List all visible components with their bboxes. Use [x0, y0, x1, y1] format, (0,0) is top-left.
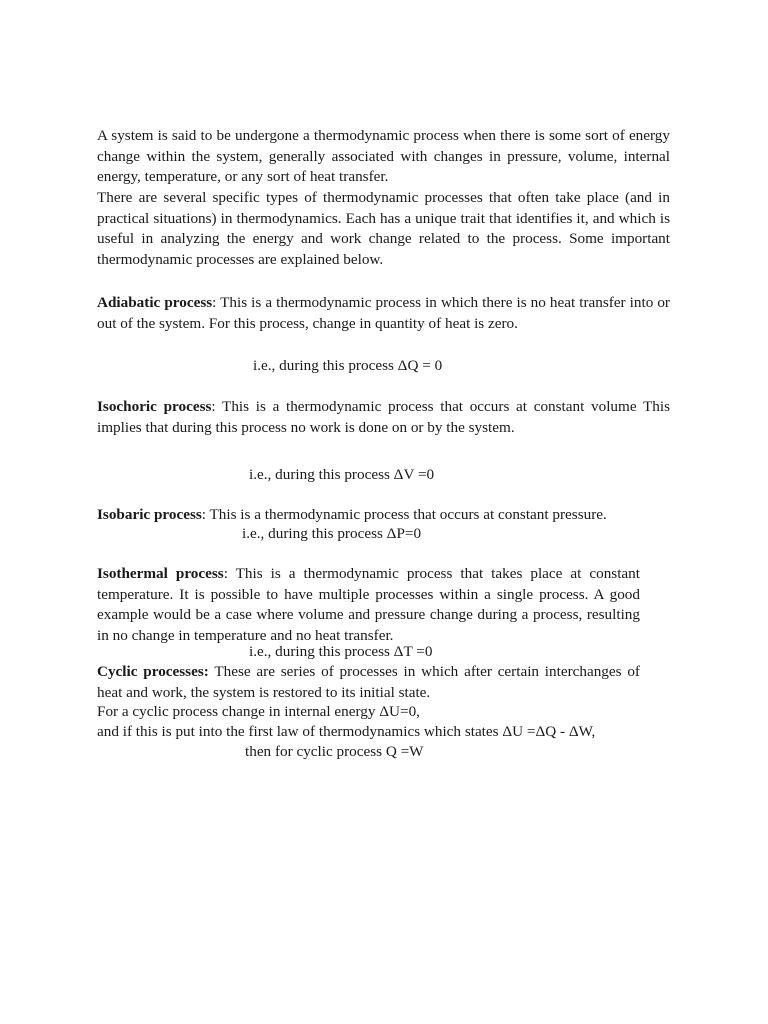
isobaric-term: Isobaric process [97, 506, 202, 523]
isothermal-text: : This is a thermodynamic process that takes place at constant temperature. It is possible to have multiple processes within a single process. A good example would be a case where volume and pressure change during a process, resulting in no change in temperature and no heat transfer. [97, 565, 640, 644]
cyclic-text: These are series of processes in which after certain interchanges of heat and work, the system is restored to its initial state. [97, 663, 640, 701]
isobaric-equation: i.e., during this process ΔP=0 [242, 525, 422, 542]
isobaric-text: : This is a thermodynamic process that occurs at constant pressure. [201, 506, 607, 523]
isobaric-paragraph [97, 505, 607, 526]
adiabatic-equation: i.e., during this process ΔQ = 0 [253, 357, 443, 374]
cyclic-term: Cyclic processes: [97, 663, 209, 680]
isothermal-paragraph [97, 564, 640, 646]
isochoric-text: : This is a thermodynamic process that occurs at constant volume This implies that during this process no work is done on or by the system. [97, 398, 670, 436]
intro-paragraph-2: There are several specific types of thermodynamic processes that often take place (and in practical situations) in thermodynamics. Each has a unique trait that identifies it, and which is useful in analyzing the energy and work change related to the process. Some important thermodynamic processes are explained below. [97, 189, 670, 268]
isothermal-equation: i.e., during this process ΔT =0 [249, 643, 433, 660]
isochoric-term: Isochoric process [97, 398, 212, 415]
intro-paragraph-1: A system is said to be undergone a thermodynamic process when there is some sort of energy change within the system, generally associated with changes in pressure, volume, internal energy, temperature, or any sort of heat transfer. [97, 127, 670, 185]
isochoric-paragraph [97, 397, 670, 438]
cyclic-equation: then for cyclic process Q =W [245, 743, 424, 760]
cyclic-paragraph [97, 662, 640, 703]
adiabatic-term: Adiabatic process [97, 294, 213, 311]
isothermal-term: Isothermal process [97, 565, 224, 582]
cyclic-line-1: For a cyclic process change in internal energy ΔU=0, [97, 703, 420, 720]
adiabatic-paragraph [97, 293, 670, 334]
adiabatic-text: : This is a thermodynamic process in which there is no heat transfer into or out of the system. For this process, change in quantity of heat is zero. [97, 294, 670, 332]
cyclic-line-2: and if this is put into the first law of thermodynamics which states ΔU =ΔQ - ΔW, [97, 723, 596, 740]
isochoric-equation: i.e., during this process ΔV =0 [249, 466, 435, 483]
